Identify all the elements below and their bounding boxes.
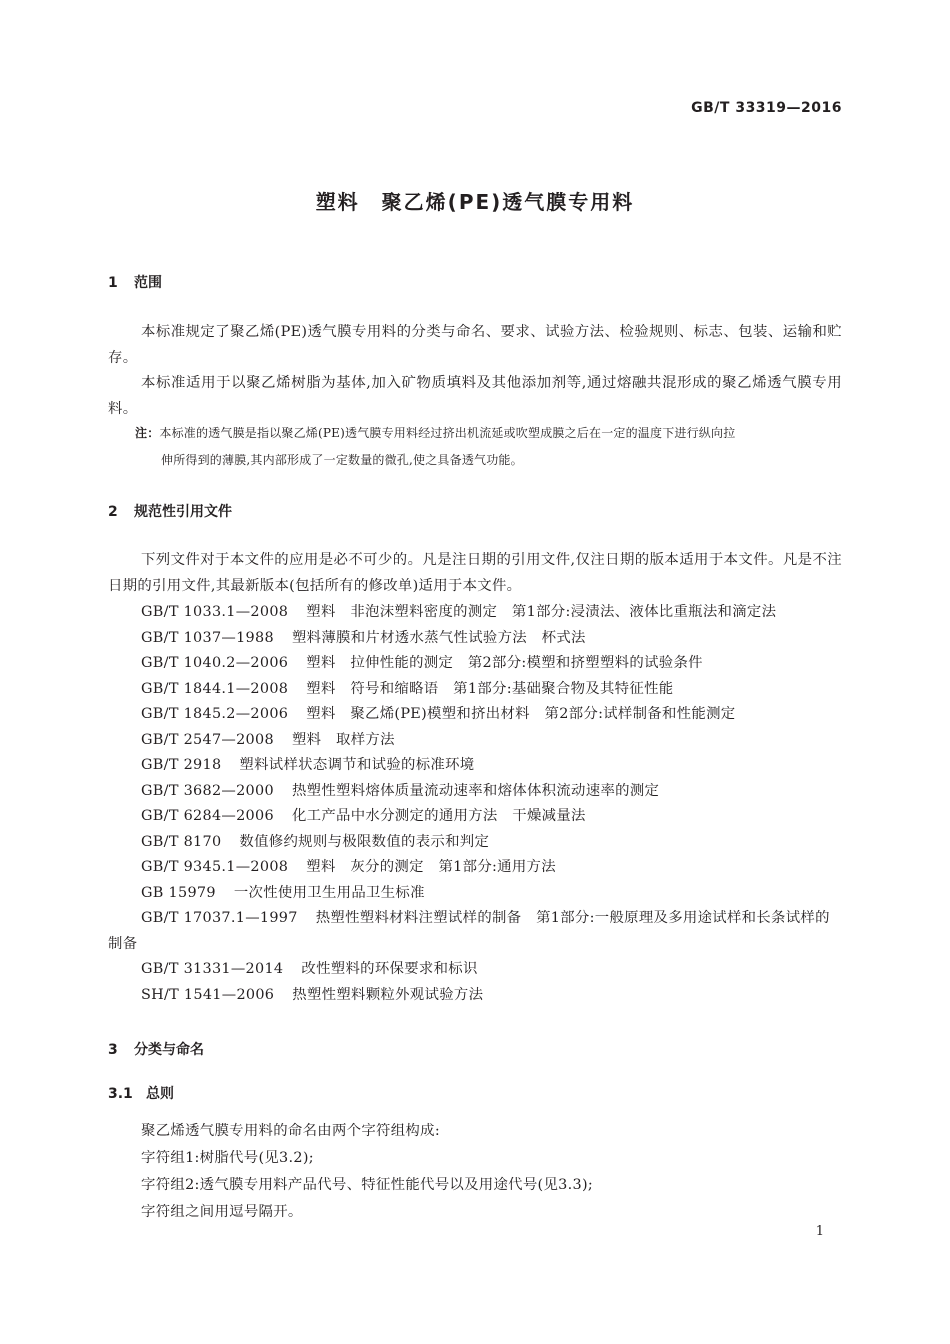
scope-note <box>135 420 843 474</box>
note-label: 注： <box>135 426 160 440</box>
reference-title: 数值修约规则与极限数值的表示和判定 <box>239 833 490 850</box>
reference-item <box>141 881 842 907</box>
reference-code: GB/T 1033.1—2008 <box>141 604 289 620</box>
general-rule-line: 字符组1:树脂代号(见3.2); <box>141 1150 314 1166</box>
subsection-3-1-heading <box>108 1083 174 1103</box>
reference-code: GB/T 2918 <box>141 757 222 773</box>
reference-title: 热塑性塑料熔体质量流动速率和熔体体积流动速率的测定 <box>291 782 660 799</box>
reference-title: 塑料 拉伸性能的测定 第2部分:模塑和挤塑塑料的试验条件 <box>306 655 703 671</box>
reference-code: GB/T 1037—1988 <box>141 629 274 646</box>
reference-item <box>141 779 842 805</box>
reference-title: 改性塑料的环保要求和标识 <box>301 961 478 977</box>
subsection-number: 3.1 <box>108 1086 133 1102</box>
reference-item <box>141 728 842 754</box>
reference-code: GB/T 31331—2014 <box>141 961 284 977</box>
reference-title: 一次性使用卫生用品卫生标准 <box>233 884 425 901</box>
section-title: 分类与命名 <box>134 1042 204 1058</box>
section-3-heading <box>108 1039 204 1059</box>
note-line-1: 本标准的透气膜是指以聚乙烯(PE)透气膜专用料经过挤出机流延或吹塑成膜之后在一定的温度下进行纵向拉 <box>159 426 736 440</box>
reference-code: GB/T 6284—2006 <box>141 808 274 824</box>
reference-code: GB/T 8170 <box>141 833 222 850</box>
reference-code: GB/T 9345.1—2008 <box>141 859 289 875</box>
reference-code: GB/T 3682—2000 <box>141 782 274 799</box>
reference-code: GB/T 1040.2—2006 <box>141 655 289 671</box>
reference-code: GB/T 2547—2008 <box>141 731 274 748</box>
references-intro: 下列文件对于本文件的应用是必不可少的。凡是注日期的引用文件,仅注日期的版本适用于本文件。凡是不注日期的引用文件,其最新版本(包括所有的修改单)适用于本文件。 <box>108 552 842 594</box>
section-title: 范围 <box>134 275 162 291</box>
reference-item-long <box>108 906 842 957</box>
general-rule-line: 聚乙烯透气膜专用料的命名由两个字符组构成: <box>141 1123 440 1139</box>
reference-code: SH/T 1541—2006 <box>141 987 275 1003</box>
reference-item <box>141 626 842 652</box>
reference-item <box>141 702 842 728</box>
reference-item <box>141 983 842 1009</box>
reference-title: 塑料 聚乙烯(PE)模塑和挤出材料 第2部分:试样制备和性能测定 <box>306 706 736 722</box>
standard-number: GB/T 33319—2016 <box>691 100 842 116</box>
page-number: 1 <box>815 1224 824 1239</box>
reference-item <box>141 600 842 626</box>
reference-title: 热塑性塑料颗粒外观试验方法 <box>292 987 484 1003</box>
reference-item <box>141 677 842 703</box>
reference-title: 塑料 非泡沫塑料密度的测定 第1部分:浸渍法、液体比重瓶法和滴定法 <box>306 604 777 620</box>
reference-item <box>141 957 842 983</box>
section-number: 1 <box>108 275 118 291</box>
section-2-heading <box>108 501 232 521</box>
reference-code: GB/T 17037.1—1997 <box>141 910 298 926</box>
subsection-title: 总则 <box>146 1086 174 1102</box>
reference-code: GB/T 1845.2—2006 <box>141 706 289 722</box>
note-line-2: 伸所得到的薄膜,其内部形成了一定数量的微孔,使之具备透气功能。 <box>161 453 523 467</box>
reference-title: 化工产品中水分测定的通用方法 干燥减量法 <box>291 808 586 824</box>
scope-paragraph-1: 本标准规定了聚乙烯(PE)透气膜专用料的分类与命名、要求、试验方法、检验规则、标志、包装、运输和贮存。 <box>108 324 842 366</box>
section-number: 2 <box>108 504 118 520</box>
reference-item <box>141 804 842 830</box>
reference-code: GB 15979 <box>141 884 216 901</box>
reference-title: 塑料试样状态调节和试验的标准环境 <box>239 757 475 773</box>
general-rule-line: 字符组2:透气膜专用料产品代号、特征性能代号以及用途代号(见3.3); <box>141 1177 594 1193</box>
reference-title: 塑料 取样方法 <box>291 731 395 748</box>
reference-title: 塑料 灰分的测定 第1部分:通用方法 <box>306 859 556 875</box>
section-number: 3 <box>108 1042 118 1058</box>
scope-paragraph-2: 本标准适用于以聚乙烯树脂为基体,加入矿物质填料及其他添加剂等,通过熔融共混形成的聚乙烯透气膜专用料。 <box>108 375 842 417</box>
reference-item <box>141 855 842 881</box>
reference-item <box>141 830 842 856</box>
reference-item <box>141 651 842 677</box>
reference-code: GB/T 1844.1—2008 <box>141 680 289 697</box>
reference-title: 塑料薄膜和片材透水蒸气性试验方法 杯式法 <box>291 629 586 646</box>
section-title: 规范性引用文件 <box>134 504 232 520</box>
section-1-heading <box>108 272 162 292</box>
reference-title: 塑料 符号和缩略语 第1部分:基础聚合物及其特征性能 <box>306 680 674 697</box>
reference-title: 热塑性塑料材料注塑试样的制备 第1部分:一般原理及多用途试样和长条试样的制备 <box>108 910 830 952</box>
general-rule-line: 字符组之间用逗号隔开。 <box>141 1204 303 1220</box>
reference-item <box>141 753 842 779</box>
document-title: 塑料 聚乙烯(PE)透气膜专用料 <box>315 190 635 214</box>
